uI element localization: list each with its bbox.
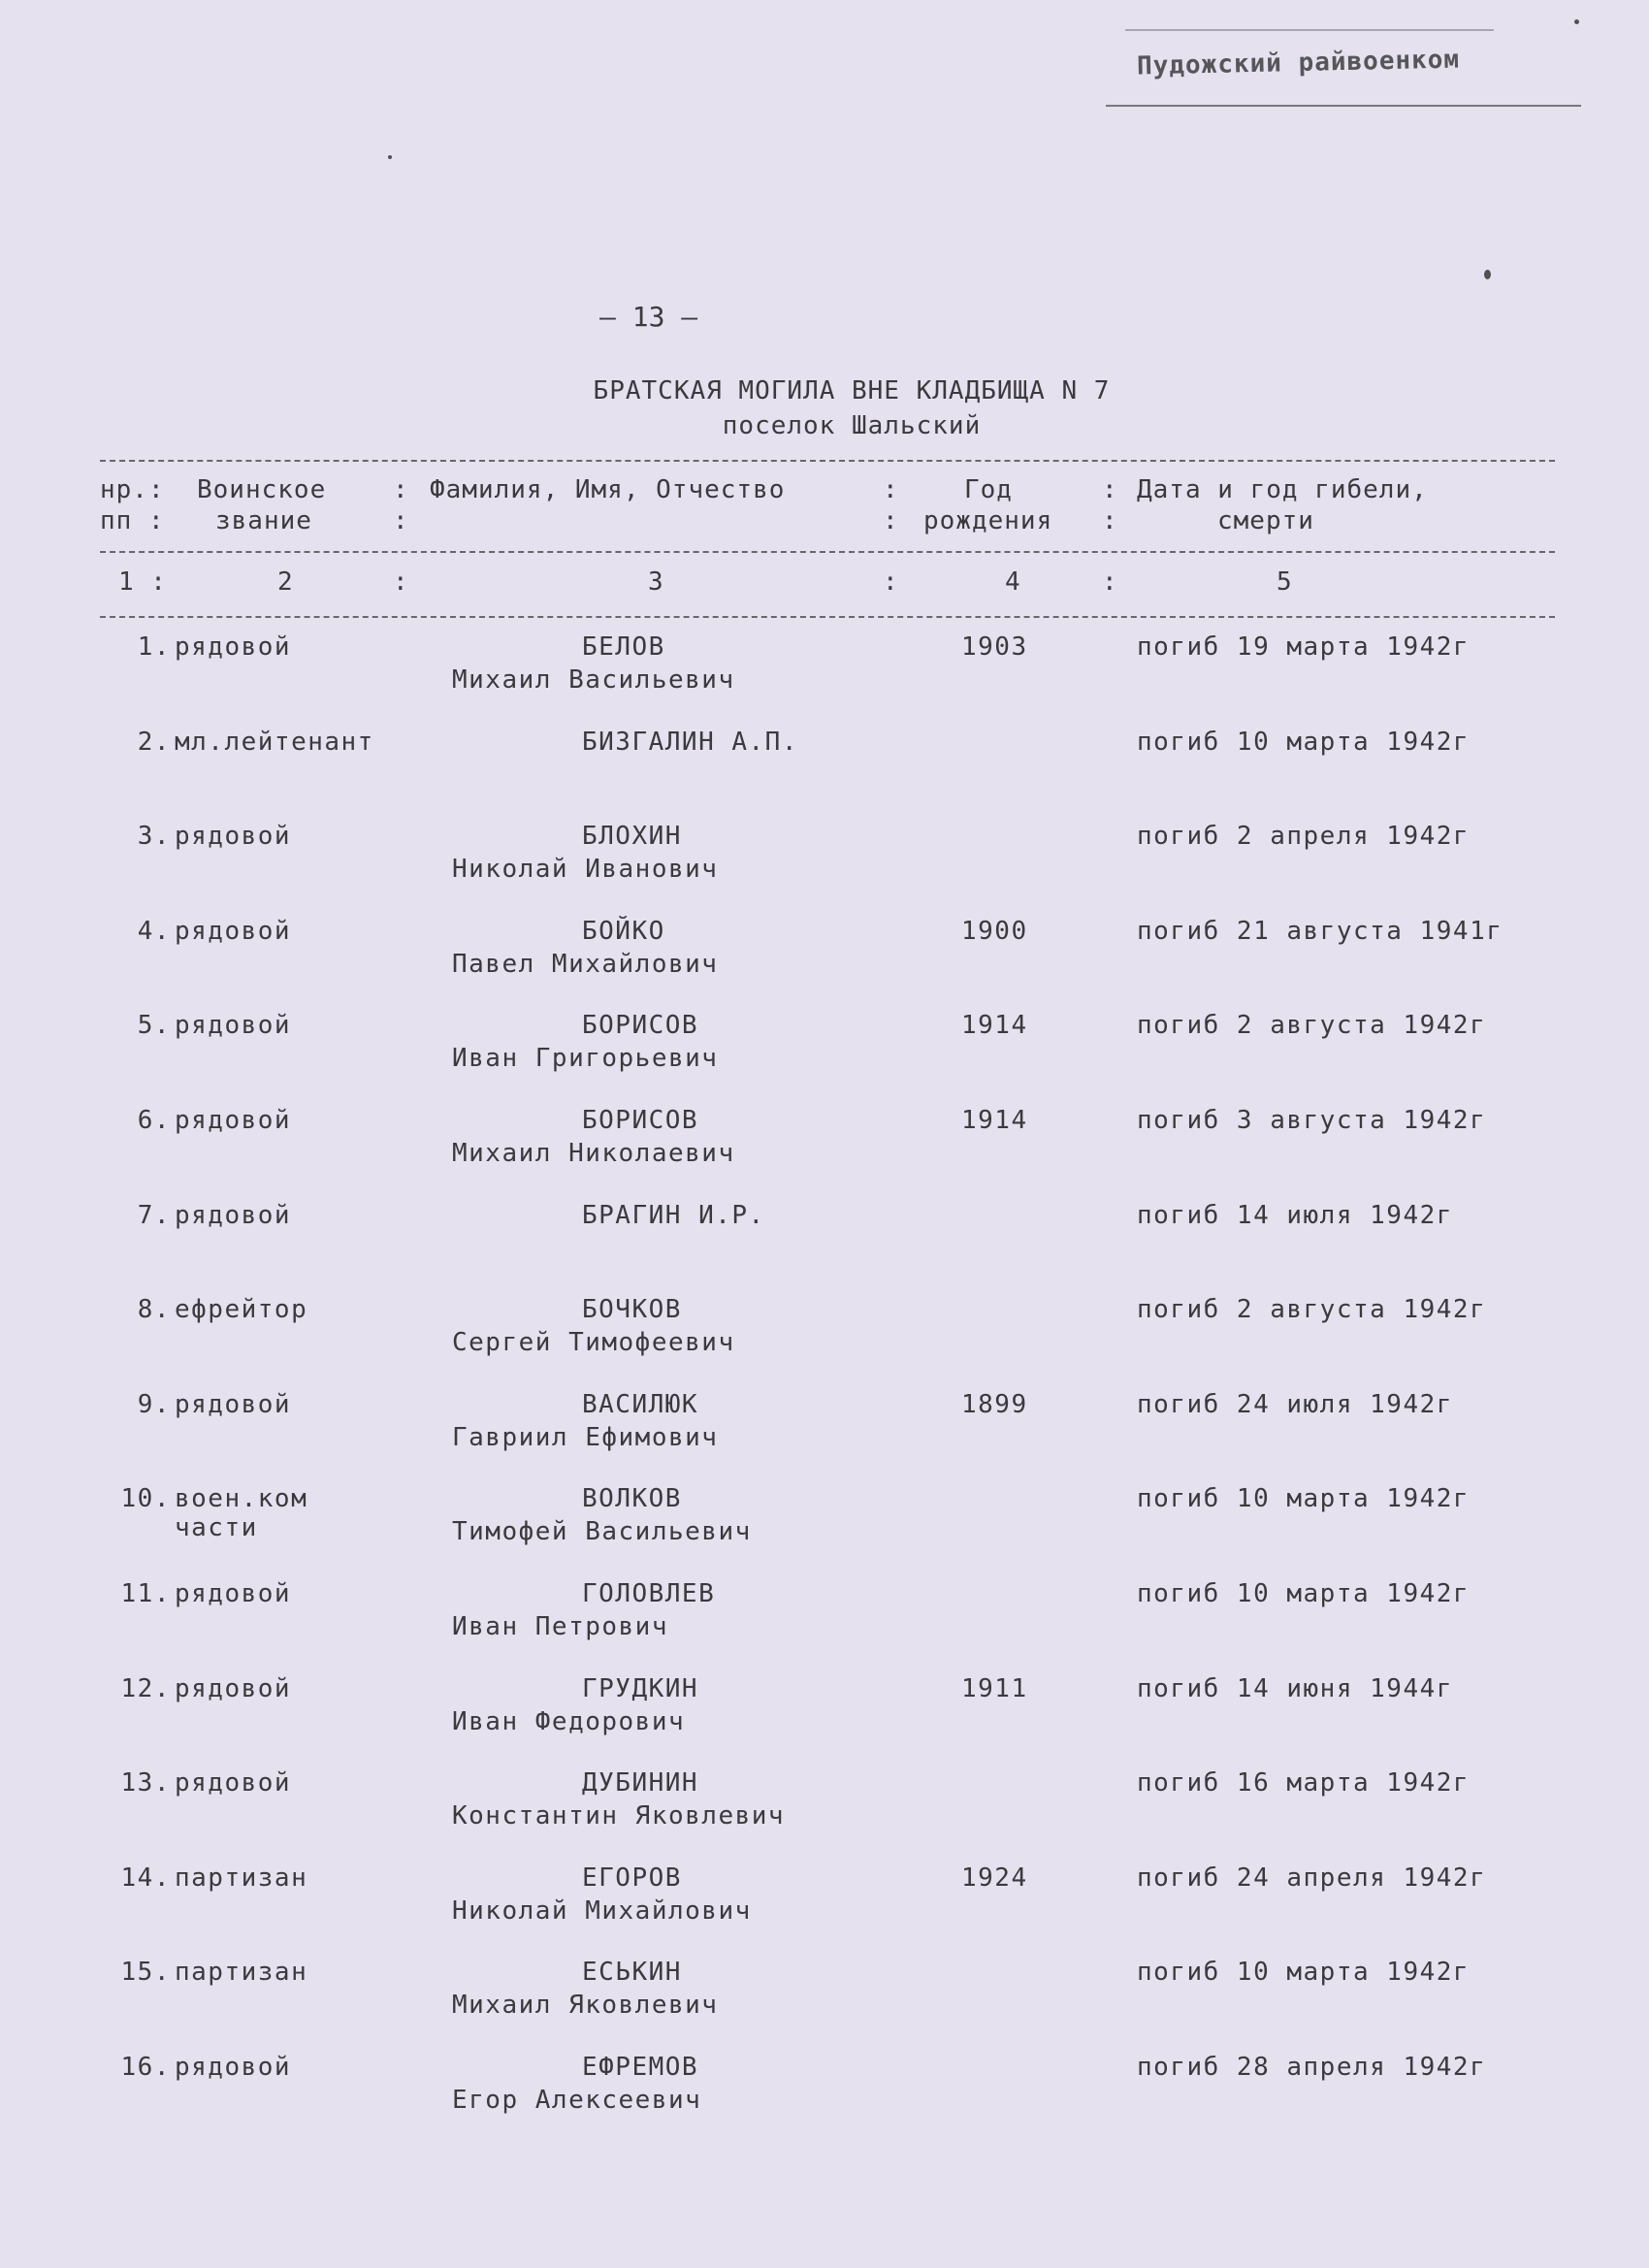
rank: рядовой	[175, 1579, 292, 1608]
given-names: Николай Михайлович	[452, 1896, 752, 1926]
rank: партизан	[175, 1863, 308, 1893]
column-number: 1 :	[118, 567, 167, 597]
row-number: 9.	[137, 1390, 171, 1419]
row-number: 15.	[120, 1958, 171, 1987]
given-names: Егор Алексеевич	[452, 2086, 702, 2115]
given-names: Иван Петрович	[452, 1612, 668, 1641]
birth-year: 1899	[961, 1390, 1028, 1419]
header-nr: пп :	[100, 506, 165, 535]
death-date: погиб 10 марта 1942г	[1137, 1958, 1471, 1987]
death-date: погиб 14 июля 1942г	[1137, 1201, 1453, 1230]
birth-year: 1900	[961, 917, 1028, 946]
death-date: погиб 16 марта 1942г	[1137, 1768, 1471, 1798]
rank: партизан	[175, 1958, 308, 1987]
birth-year: 1903	[961, 632, 1028, 662]
birth-year: 1911	[961, 1674, 1028, 1703]
header-sep: :	[393, 506, 409, 535]
header-death: смерти	[1217, 506, 1314, 535]
rank: рядовой	[175, 1106, 292, 1135]
row-number: 16.	[120, 2053, 171, 2082]
row-number: 3.	[137, 822, 171, 851]
death-date: погиб 19 марта 1942г	[1137, 632, 1471, 662]
header-rank: звание	[215, 506, 312, 535]
row-number: 7.	[137, 1201, 171, 1230]
rank: рядовой	[175, 632, 292, 662]
surname: БРАГИН И.Р.	[582, 1201, 765, 1230]
row-number: 14.	[120, 1863, 171, 1893]
given-names: Иван Федорович	[452, 1707, 686, 1736]
row-number: 5.	[137, 1011, 171, 1040]
surname: ГРУДКИН	[582, 1674, 699, 1703]
death-date: погиб 2 августа 1942г	[1137, 1011, 1487, 1040]
death-date: погиб 2 августа 1942г	[1137, 1295, 1487, 1324]
ink-speck	[1574, 19, 1579, 24]
surname: ВАСИЛЮК	[582, 1390, 699, 1419]
header-year: Год	[964, 475, 1013, 504]
given-names: Тимофей Васильевич	[452, 1517, 752, 1546]
row-number: 2.	[137, 728, 171, 757]
rank: рядовой	[175, 822, 292, 851]
header-death: Дата и год гибели,	[1137, 475, 1428, 504]
header-nr: нр.:	[100, 475, 165, 504]
document-subtitle: поселок Шальский	[722, 411, 982, 440]
given-names: Иван Григорьевич	[452, 1044, 719, 1073]
rank: рядовой	[175, 917, 292, 946]
row-number: 6.	[137, 1106, 171, 1135]
ink-speck	[388, 155, 392, 159]
rank: воен.ком части	[175, 1484, 308, 1542]
birth-year: 1914	[961, 1011, 1028, 1040]
given-names: Михаил Васильевич	[452, 665, 735, 695]
header-sep: :	[1102, 475, 1118, 504]
surname: ЕСЬКИН	[582, 1958, 682, 1987]
row-number: 12.	[120, 1674, 171, 1703]
given-names: Константин Яковлевич	[452, 1801, 786, 1831]
surname: БОРИСОВ	[582, 1106, 699, 1135]
given-names: Гавриил Ефимович	[452, 1423, 719, 1452]
stamp-rule	[1106, 105, 1581, 107]
header-name: Фамилия, Имя, Отчество	[430, 475, 786, 504]
surname: ЕФРЕМОВ	[582, 2053, 699, 2082]
rank: рядовой	[175, 1011, 292, 1040]
surname: БЕЛОВ	[582, 632, 665, 662]
row-number: 13.	[120, 1768, 171, 1798]
surname: ЕГОРОВ	[582, 1863, 682, 1893]
header-sep: :	[883, 506, 899, 535]
page-number: – 13 –	[599, 301, 698, 333]
column-number: 3	[648, 567, 664, 597]
header-top-rule	[100, 460, 1555, 462]
column-number: 4	[1005, 567, 1021, 597]
ink-speck	[1484, 270, 1491, 279]
given-names: Павел Михайлович	[452, 950, 719, 979]
stamp: Пудожский райвоенком	[1136, 45, 1461, 81]
rank: рядовой	[175, 1390, 292, 1419]
row-number: 10.	[120, 1484, 171, 1513]
birth-year: 1924	[961, 1863, 1028, 1893]
rank: рядовой	[175, 1674, 292, 1703]
given-names: Михаил Николаевич	[452, 1139, 735, 1168]
row-number: 4.	[137, 917, 171, 946]
death-date: погиб 24 июля 1942г	[1137, 1390, 1453, 1419]
rank: рядовой	[175, 1768, 292, 1798]
surname: БОЧКОВ	[582, 1295, 682, 1324]
row-number: 8.	[137, 1295, 171, 1324]
header-sep: :	[393, 567, 409, 597]
header-sep: :	[883, 567, 899, 597]
death-date: погиб 28 апреля 1942г	[1137, 2053, 1487, 2082]
header-sep: :	[1102, 506, 1118, 535]
death-date: погиб 2 апреля 1942г	[1137, 822, 1471, 851]
header-sep: :	[393, 475, 409, 504]
column-number: 5	[1277, 567, 1293, 597]
row-number: 11.	[120, 1579, 171, 1608]
rank: ефрейтор	[175, 1295, 308, 1324]
given-names: Сергей Тимофеевич	[452, 1328, 735, 1357]
death-date: погиб 21 августа 1941г	[1137, 917, 1504, 946]
document-title: БРАТСКАЯ МОГИЛА ВНЕ КЛАДБИЩА N 7	[593, 376, 1111, 405]
surname: БОЙКО	[582, 917, 665, 946]
surname: ГОЛОВЛЕВ	[582, 1579, 716, 1608]
column-number: 2	[277, 567, 294, 597]
header-rank: Воинское	[197, 475, 327, 504]
death-date: погиб 3 августа 1942г	[1137, 1106, 1487, 1135]
death-date: погиб 10 марта 1942г	[1137, 728, 1471, 757]
rank: рядовой	[175, 2053, 292, 2082]
rank: рядовой	[175, 1201, 292, 1230]
given-names: Николай Иванович	[452, 855, 719, 884]
death-date: погиб 10 марта 1942г	[1137, 1579, 1471, 1608]
stamp-rule	[1125, 29, 1494, 31]
surname: БОРИСОВ	[582, 1011, 699, 1040]
header-mid-rule	[100, 551, 1555, 553]
given-names: Михаил Яковлевич	[452, 1991, 719, 2020]
surname: БИЗГАЛИН А.П.	[582, 728, 798, 757]
rank: мл.лейтенант	[175, 728, 374, 757]
surname: ДУБИНИН	[582, 1768, 699, 1798]
row-number: 1.	[137, 632, 171, 662]
header-sep: :	[1102, 567, 1118, 597]
surname: ВОЛКОВ	[582, 1484, 682, 1513]
header-year: рождения	[923, 506, 1053, 535]
death-date: погиб 10 марта 1942г	[1137, 1484, 1471, 1513]
header-bottom-rule	[100, 616, 1555, 618]
surname: БЛОХИН	[582, 822, 682, 851]
header-sep: :	[883, 475, 899, 504]
birth-year: 1914	[961, 1106, 1028, 1135]
death-date: погиб 24 апреля 1942г	[1137, 1863, 1487, 1893]
death-date: погиб 14 июня 1944г	[1137, 1674, 1453, 1703]
